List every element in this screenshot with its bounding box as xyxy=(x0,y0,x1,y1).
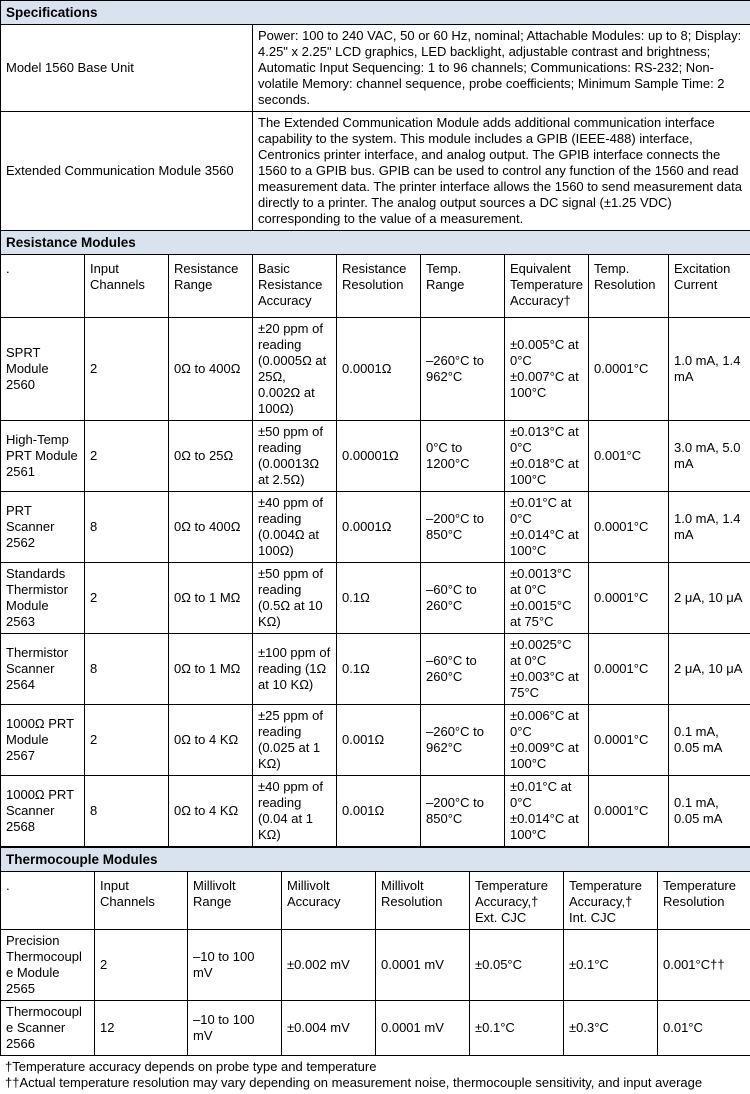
table-cell: 0.0001°C xyxy=(589,492,669,563)
table-cell: 0Ω to 4 KΩ xyxy=(169,776,253,847)
table-cell: ±0.0025°C at 0°C ±0.003°C at 75°C xyxy=(505,634,589,705)
table-cell: 0.0001°C xyxy=(589,776,669,847)
resistance-row xyxy=(1,492,750,563)
table-cell: 8 xyxy=(85,492,169,563)
table-cell: 0.01°C xyxy=(658,1001,750,1056)
module-name: 1000Ω PRT Module 2567 xyxy=(1,705,85,776)
table-cell: 2 μA, 10 μA xyxy=(669,634,750,705)
table-cell: 0.0001°C xyxy=(589,634,669,705)
table-cell: ±0.05°C xyxy=(470,930,564,1001)
resistance-row xyxy=(1,421,750,492)
table-cell: 2 xyxy=(85,318,169,421)
spec-name: Extended Communication Module 3560 xyxy=(1,112,253,231)
footnote: ††Actual temperature resolution may vary depending on measurement noise, thermocouple sensitivity, and input average xyxy=(5,1075,745,1091)
table-cell: ±0.006°C at 0°C ±0.009°C at 100°C xyxy=(505,705,589,776)
table-cell: ±0.01°C at 0°C ±0.014°C at 100°C xyxy=(505,776,589,847)
column-header: Resistance Resolution xyxy=(337,255,421,318)
table-cell: 2 xyxy=(85,563,169,634)
thermocouple-row xyxy=(1,1001,750,1056)
table-cell: ±0.1°C xyxy=(470,1001,564,1056)
resistance-header-row xyxy=(1,255,750,318)
table-cell: –200°C to 850°C xyxy=(421,776,505,847)
table-cell: 0.0001 mV xyxy=(376,1001,470,1056)
table-cell: –60°C to 260°C xyxy=(421,634,505,705)
specifications-heading: Specifications xyxy=(1,1,750,25)
table-cell: ±0.013°C at 0°C ±0.018°C at 100°C xyxy=(505,421,589,492)
table-cell: –260°C to 962°C xyxy=(421,318,505,421)
column-header: Temperature Resolution xyxy=(658,872,750,930)
table-cell: 0.001°C xyxy=(589,421,669,492)
column-header: Input Channels xyxy=(85,255,169,318)
column-header: Resistance Range xyxy=(169,255,253,318)
table-cell: ±0.004 mV xyxy=(282,1001,376,1056)
table-cell: ±40 ppm of reading (0.04 at 1 KΩ) xyxy=(253,776,337,847)
column-header: Equivalent Temperature Accuracy† xyxy=(505,255,589,318)
table-cell: ±40 ppm of reading (0.004Ω at 100Ω) xyxy=(253,492,337,563)
table-cell: 0Ω to 4 KΩ xyxy=(169,705,253,776)
thermocouple-table xyxy=(0,847,750,1056)
table-cell: ±0.002 mV xyxy=(282,930,376,1001)
table-cell: –10 to 100 mV xyxy=(188,1001,282,1056)
table-cell: ±100 ppm of reading (1Ω at 10 KΩ) xyxy=(253,634,337,705)
thermocouple-heading: Thermocouple Modules xyxy=(1,848,750,872)
resistance-row xyxy=(1,563,750,634)
table-cell: 0.1 mA, 0.05 mA xyxy=(669,705,750,776)
resistance-row xyxy=(1,705,750,776)
specifications-heading-row xyxy=(1,1,750,25)
column-header: . xyxy=(1,255,85,318)
column-header: . xyxy=(1,872,95,930)
table-cell: ±50 ppm of reading (0.5Ω at 10 KΩ) xyxy=(253,563,337,634)
table-cell: 2 xyxy=(85,705,169,776)
table-cell: 0Ω to 25Ω xyxy=(169,421,253,492)
table-cell: 0.001Ω xyxy=(337,776,421,847)
module-name: Thermistor Scanner 2564 xyxy=(1,634,85,705)
column-header: Millivolt Resolution xyxy=(376,872,470,930)
table-cell: 0.001°C†† xyxy=(658,930,750,1001)
table-cell: ±0.01°C at 0°C ±0.014°C at 100°C xyxy=(505,492,589,563)
table-cell: 0.1Ω xyxy=(337,563,421,634)
table-cell: 2 xyxy=(85,421,169,492)
module-name: PRT Scanner 2562 xyxy=(1,492,85,563)
table-cell: 0.0001Ω xyxy=(337,492,421,563)
module-name: 1000Ω PRT Scanner 2568 xyxy=(1,776,85,847)
module-name: SPRT Module 2560 xyxy=(1,318,85,421)
table-cell: –200°C to 850°C xyxy=(421,492,505,563)
table-cell: 8 xyxy=(85,776,169,847)
thermocouple-header-row xyxy=(1,872,750,930)
table-cell: ±0.005°C at 0°C ±0.007°C at 100°C xyxy=(505,318,589,421)
table-cell: 0.00001Ω xyxy=(337,421,421,492)
table-cell: ±0.3°C xyxy=(564,1001,658,1056)
table-cell: ±25 ppm of reading (0.025 at 1 KΩ) xyxy=(253,705,337,776)
module-name: Standards Thermistor Module 2563 xyxy=(1,563,85,634)
column-header: Excitation Current xyxy=(669,255,750,318)
table-cell: 0Ω to 1 MΩ xyxy=(169,634,253,705)
table-cell: 2 xyxy=(95,930,188,1001)
table-cell: 8 xyxy=(85,634,169,705)
table-cell: 0.0001Ω xyxy=(337,318,421,421)
table-cell: ±20 ppm of reading (0.0005Ω at 25Ω, 0.002Ω at 100Ω) xyxy=(253,318,337,421)
column-header: Temperature Accuracy,† Int. CJC xyxy=(564,872,658,930)
table-cell: ±0.0013°C at 0°C ±0.0015°C at 75°C xyxy=(505,563,589,634)
module-name: Thermocouple Scanner 2566 xyxy=(1,1001,95,1056)
table-cell: 0Ω to 400Ω xyxy=(169,318,253,421)
table-cell: 12 xyxy=(95,1001,188,1056)
resistance-heading-row xyxy=(1,231,750,255)
table-cell: 1.0 mA, 1.4 mA xyxy=(669,318,750,421)
resistance-row xyxy=(1,776,750,847)
footnotes xyxy=(0,1056,750,1094)
table-cell: 0Ω to 1 MΩ xyxy=(169,563,253,634)
thermocouple-heading-row xyxy=(1,848,750,872)
table-cell: 0.0001°C xyxy=(589,563,669,634)
table-cell: 0.1Ω xyxy=(337,634,421,705)
table-cell: 0.0001°C xyxy=(589,705,669,776)
spec-desc: The Extended Communication Module adds additional communication interface capability to the system. This module includes a GPIB (IEEE-488) interface, Centronics printer interface, and analog output. The GPIB interface connects the 1560 to a GPIB bus. GPIB can be used to control any function of the 1560 and read measurement data. The printer interface allows the 1560 to send measurement data directly to a printer. The analog output sources a DC signal (±1.25 VDC) corresponding to the value of a measurement. xyxy=(253,112,750,231)
footnote: †Temperature accuracy depends on probe type and temperature xyxy=(5,1059,745,1075)
table-cell: –60°C to 260°C xyxy=(421,563,505,634)
table-cell: ±50 ppm of reading (0.00013Ω at 2.5Ω) xyxy=(253,421,337,492)
table-cell: –260°C to 962°C xyxy=(421,705,505,776)
table-cell: 1.0 mA, 1.4 mA xyxy=(669,492,750,563)
thermocouple-row xyxy=(1,930,750,1001)
resistance-row xyxy=(1,318,750,421)
table-cell: 2 μA, 10 μA xyxy=(669,563,750,634)
table-cell: 0°C to 1200°C xyxy=(421,421,505,492)
spec-row xyxy=(1,25,750,112)
spec-name: Model 1560 Base Unit xyxy=(1,25,253,112)
column-header: Millivolt Accuracy xyxy=(282,872,376,930)
table-cell: ±0.1°C xyxy=(564,930,658,1001)
column-header: Temperature Accuracy,† Ext. CJC xyxy=(470,872,564,930)
table-cell: 0.0001 mV xyxy=(376,930,470,1001)
table-cell: 0.001Ω xyxy=(337,705,421,776)
spec-row xyxy=(1,112,750,231)
table-cell: 3.0 mA, 5.0 mA xyxy=(669,421,750,492)
column-header: Basic Resistance Accuracy xyxy=(253,255,337,318)
resistance-heading: Resistance Modules xyxy=(1,231,750,255)
column-header: Input Channels xyxy=(95,872,188,930)
column-header: Millivolt Range xyxy=(188,872,282,930)
table-cell: 0Ω to 400Ω xyxy=(169,492,253,563)
resistance-row xyxy=(1,634,750,705)
column-header: Temp. Range xyxy=(421,255,505,318)
table-cell: 0.0001°C xyxy=(589,318,669,421)
module-name: Precision Thermocouple Module 2565 xyxy=(1,930,95,1001)
spec-desc: Power: 100 to 240 VAC, 50 or 60 Hz, nominal; Attachable Modules: up to 8; Display: 4.25" x 2.25" LCD graphics, LED backlight, adjustable contrast and brightness; Automatic Input Sequencing: 1 to 96 channels; Communications: RS-232; Non-volatile Memory: channel sequence, probe coefficients; Minimum Sample Time: 2 seconds. xyxy=(253,25,750,112)
column-header: Temp. Resolution xyxy=(589,255,669,318)
table-cell: 0.1 mA, 0.05 mA xyxy=(669,776,750,847)
table-cell: –10 to 100 mV xyxy=(188,930,282,1001)
module-name: High-Temp PRT Module 2561 xyxy=(1,421,85,492)
